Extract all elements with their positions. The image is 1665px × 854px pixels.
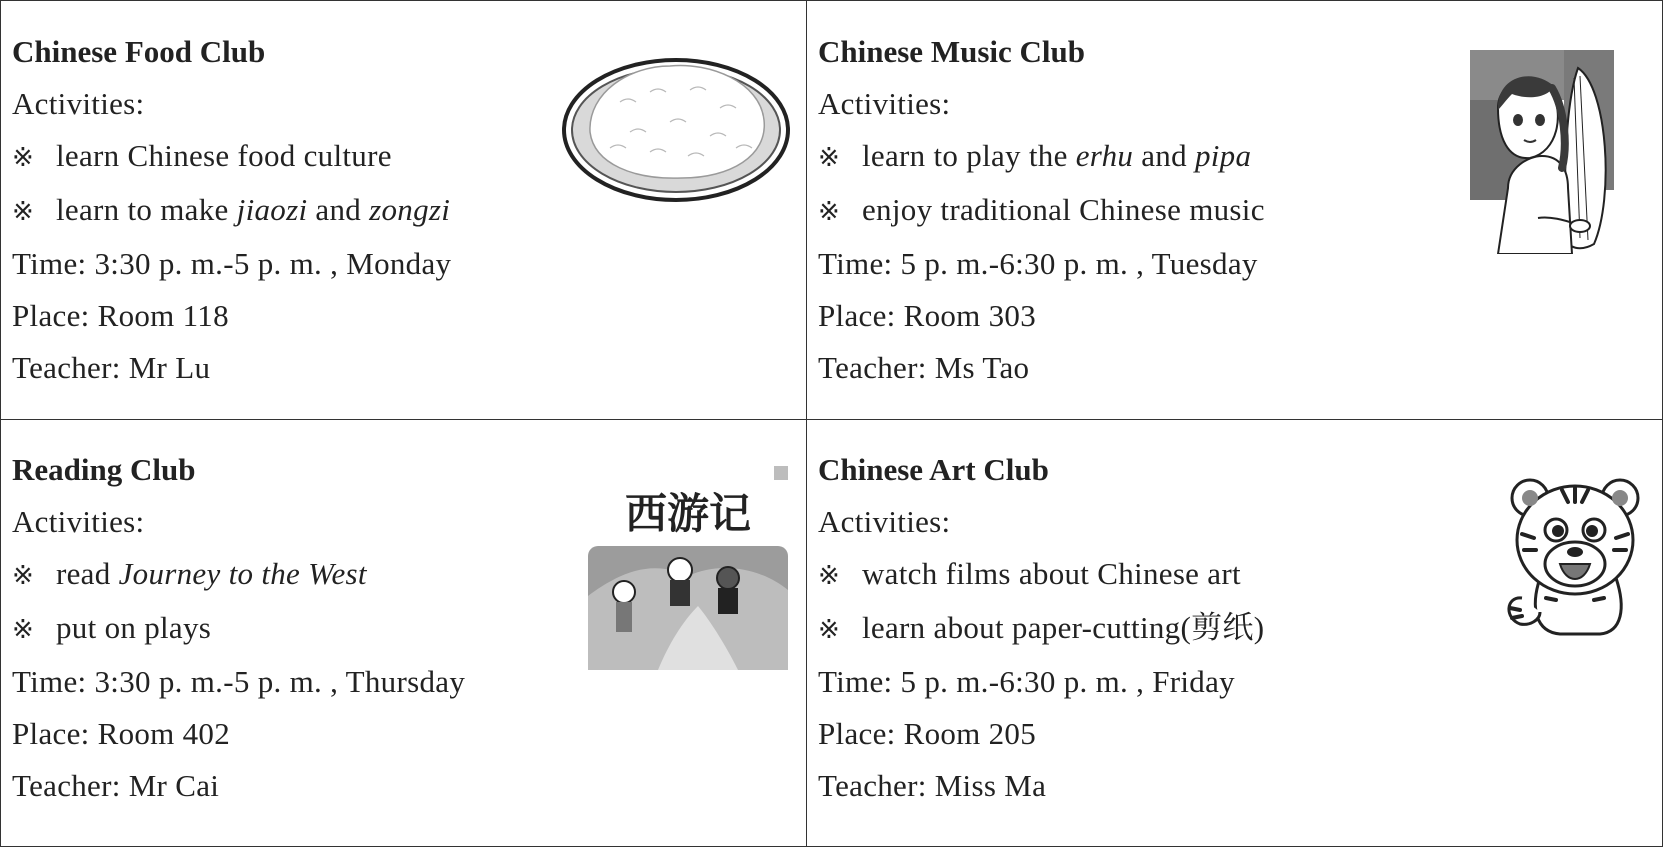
time-line: Time: 5 p. m.-6:30 p. m. , Friday: [818, 664, 1235, 699]
time-line: Time: 3:30 p. m.-5 p. m. , Thursday: [12, 664, 466, 699]
reference-mark-icon: ※: [12, 197, 35, 227]
place-line: Place: Room 118: [12, 298, 229, 333]
reference-mark-icon: ※: [818, 197, 841, 227]
place-line: Place: Room 205: [818, 716, 1037, 751]
activity-item: ※ read Journey to the West: [12, 548, 465, 602]
teacher-line: Teacher: Mr Cai: [12, 768, 220, 803]
reference-mark-icon: ※: [818, 561, 841, 591]
activity-item: ※ put on plays: [12, 602, 465, 656]
chinese-art-club-card: [818, 444, 1613, 854]
activities-label: Activities:: [12, 504, 145, 539]
reference-mark-icon: ※: [12, 615, 35, 645]
time-line: Time: 5 p. m.-6:30 p. m. , Tuesday: [818, 246, 1258, 281]
activity-item: ※ learn to play the erhu and pipa: [818, 130, 1265, 184]
activities-label: Activities:: [12, 86, 145, 121]
journey-to-the-west-cover: [588, 466, 788, 670]
activity-item: ※ learn about paper-cutting(剪纸): [818, 602, 1264, 656]
activity-item: ※ learn Chinese food culture: [12, 130, 451, 184]
cover-title: 西游记: [624, 489, 752, 538]
teacher-line: Teacher: Ms Tao: [818, 350, 1030, 385]
club-title: Reading Club: [12, 452, 196, 487]
place-line: Place: Room 402: [12, 716, 231, 751]
teacher-line: Teacher: Mr Lu: [12, 350, 211, 385]
reference-mark-icon: ※: [12, 561, 35, 591]
activity-item: ※ learn to make jiaozi and zongzi: [12, 184, 451, 238]
reference-mark-icon: ※: [818, 615, 841, 645]
reference-mark-icon: ※: [12, 143, 35, 173]
club-title: Chinese Food Club: [12, 34, 266, 69]
club-title: Chinese Art Club: [818, 452, 1049, 487]
time-line: Time: 3:30 p. m.-5 p. m. , Monday: [12, 246, 452, 281]
teacher-line: Teacher: Miss Ma: [818, 768, 1047, 803]
girl-playing-pipa-illustration: [1468, 48, 1616, 254]
place-line: Place: Room 303: [818, 298, 1037, 333]
activities-label: Activities:: [818, 86, 951, 121]
cartoon-tiger-illustration: [1500, 468, 1640, 638]
rice-bowl-illustration: [560, 52, 792, 204]
reference-mark-icon: ※: [818, 143, 841, 173]
activities-label: Activities:: [818, 504, 951, 539]
activity-item: ※ watch films about Chinese art: [818, 548, 1264, 602]
club-title: Chinese Music Club: [818, 34, 1085, 69]
activity-item: ※ enjoy traditional Chinese music: [818, 184, 1265, 238]
